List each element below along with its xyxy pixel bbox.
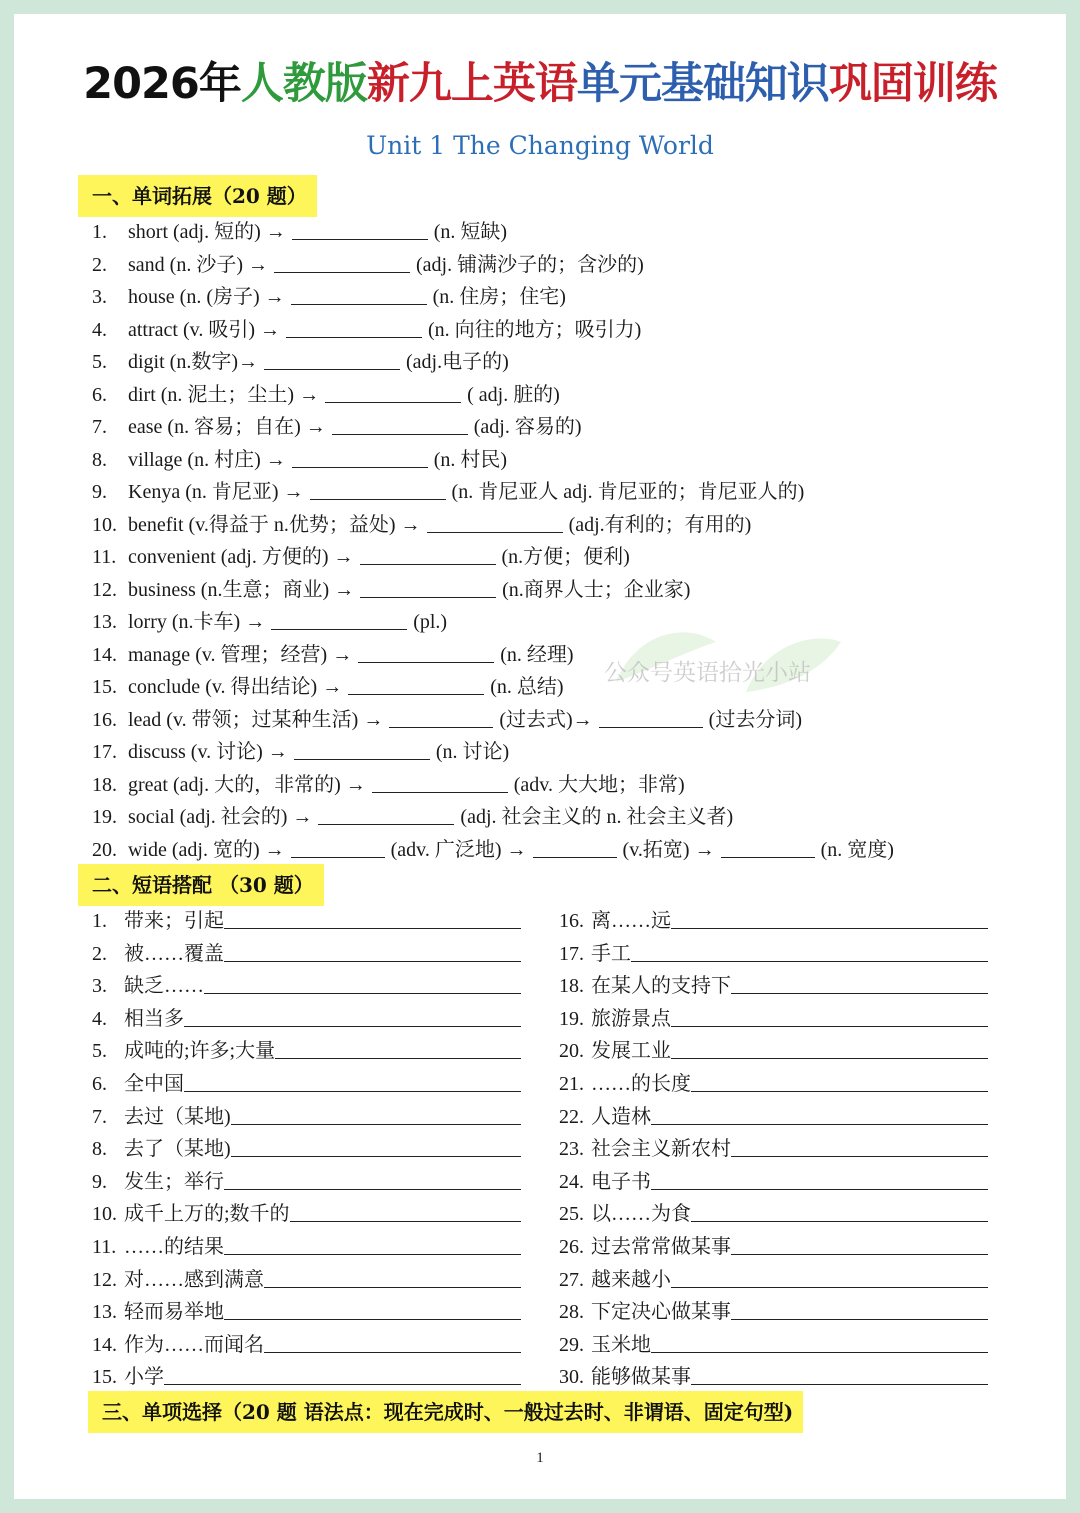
- word-item: [92, 769, 685, 801]
- phrase-text: 以……为食: [591, 1203, 691, 1226]
- answer-line[interactable]: [224, 1297, 521, 1320]
- item-number: 17.: [92, 741, 117, 763]
- phrase-item: [559, 1133, 988, 1165]
- answer-blank[interactable]: [325, 380, 461, 403]
- phrase-item: [92, 1296, 521, 1328]
- title-part: 2026年: [83, 59, 241, 109]
- answer-line[interactable]: [731, 1297, 988, 1320]
- word-item: [92, 801, 733, 833]
- answer-blank[interactable]: [292, 217, 428, 240]
- answer-blank[interactable]: [360, 575, 496, 598]
- phrase-text: 带来；引起: [124, 910, 224, 932]
- phrase-text: ……的长度: [591, 1073, 691, 1095]
- answer-blank[interactable]: [599, 705, 703, 728]
- item-text: (n. 总结): [490, 676, 564, 698]
- item-number: 2.: [92, 253, 107, 276]
- phrase-text: 去过（某地): [124, 1105, 231, 1128]
- item-number: 2.: [92, 942, 107, 965]
- item-text: attract (v. 吸引) →: [128, 318, 280, 341]
- phrase-text: 社会主义新农村: [591, 1138, 731, 1161]
- phrase-item: [559, 1003, 988, 1035]
- item-text: (n. 宽度): [820, 838, 894, 861]
- phrase-item: [92, 1231, 521, 1263]
- item-text: (adj. 铺满沙子的；含沙的): [415, 253, 644, 276]
- word-item: [92, 216, 507, 248]
- answer-blank[interactable]: [389, 705, 493, 728]
- unit-subtitle: Unit 1 The Changing World: [366, 131, 714, 160]
- answer-line[interactable]: [224, 1232, 521, 1255]
- item-number: 1.: [92, 910, 107, 932]
- answer-line[interactable]: [290, 1199, 521, 1222]
- item-number: 16.: [92, 708, 117, 731]
- word-item: [92, 736, 509, 768]
- phrase-text: 轻而易举地: [124, 1301, 224, 1324]
- item-number: 1.: [92, 221, 107, 243]
- answer-line[interactable]: [671, 1036, 988, 1059]
- item-number: 9.: [92, 481, 107, 503]
- answer-blank[interactable]: [318, 802, 454, 825]
- word-item: [92, 671, 564, 703]
- answer-line[interactable]: [204, 971, 521, 994]
- phrase-text: 手工: [591, 942, 631, 965]
- item-number: 10.: [92, 513, 117, 536]
- item-number: 12.: [92, 1268, 117, 1291]
- phrase-item: [92, 905, 521, 937]
- item-number: 11.: [92, 546, 117, 568]
- title-part: 新九上: [366, 59, 493, 109]
- item-text: short (adj. 短的) →: [128, 221, 286, 243]
- phrase-item: [92, 1198, 521, 1230]
- item-number: 7.: [92, 416, 107, 438]
- answer-blank[interactable]: [427, 510, 563, 533]
- item-number: 3.: [92, 286, 107, 308]
- title-part: 英语: [492, 59, 577, 109]
- phrase-text: 越来越小: [591, 1268, 671, 1291]
- item-text: great (adj. 大的，非常的) →: [128, 773, 366, 796]
- item-number: 16.: [559, 910, 584, 932]
- item-number: 15.: [92, 676, 117, 698]
- answer-line[interactable]: [184, 1069, 521, 1092]
- answer-blank[interactable]: [291, 282, 427, 305]
- item-number: 11.: [92, 1236, 117, 1258]
- answer-line[interactable]: [224, 939, 521, 962]
- item-number: 26.: [559, 1236, 584, 1258]
- item-number: 27.: [559, 1268, 584, 1291]
- phrase-text: 玉米地: [591, 1333, 651, 1356]
- word-item: [92, 704, 802, 736]
- phrase-item: [559, 1264, 988, 1296]
- word-item: [92, 574, 690, 606]
- answer-blank[interactable]: [310, 477, 446, 500]
- item-text: business (n.生意；商业) →: [128, 578, 355, 601]
- item-number: 19.: [559, 1007, 584, 1030]
- item-text: house (n. (房子) →: [128, 286, 285, 308]
- answer-line[interactable]: [231, 1102, 521, 1125]
- item-text: convenient (adj. 方便的) →: [128, 546, 354, 568]
- phrase-item: [92, 970, 521, 1002]
- item-number: 13.: [92, 611, 117, 633]
- phrase-text: 缺乏……: [124, 975, 204, 998]
- answer-blank[interactable]: [358, 640, 494, 663]
- title-part: 单元基础知识: [576, 59, 829, 109]
- phrase-item: [92, 1264, 521, 1296]
- phrase-item: [559, 1068, 988, 1100]
- word-item: [92, 834, 894, 866]
- phrase-item: [559, 1035, 988, 1067]
- item-number: 4.: [92, 1007, 107, 1030]
- item-text: (v.拓宽) →: [622, 838, 715, 861]
- item-number: 6.: [92, 1073, 107, 1095]
- phrase-item: [559, 938, 988, 970]
- phrase-text: 旅游景点: [591, 1007, 671, 1030]
- section1-heading: 一、单词拓展（20 题）: [78, 175, 317, 217]
- answer-line[interactable]: [691, 1069, 988, 1092]
- item-text: (n. 向往的地方；吸引力): [427, 318, 642, 341]
- answer-line[interactable]: [651, 1330, 988, 1353]
- phrase-item: [92, 1003, 521, 1035]
- answer-line[interactable]: [691, 1362, 988, 1385]
- answer-blank[interactable]: [271, 607, 407, 630]
- answer-line[interactable]: [264, 1330, 521, 1353]
- phrase-text: 过去常常做某事: [591, 1236, 731, 1258]
- item-text: village (n. 村庄) →: [128, 448, 286, 471]
- phrase-item: [92, 1166, 521, 1198]
- title-part: 人教版: [240, 59, 367, 109]
- item-number: 30.: [559, 1366, 584, 1389]
- item-number: 8.: [92, 1138, 107, 1161]
- item-number: 7.: [92, 1105, 107, 1128]
- phrase-text: 离……远: [591, 910, 671, 932]
- item-text: (n. 住房；住宅): [432, 286, 566, 308]
- answer-line[interactable]: [651, 1167, 988, 1190]
- phrase-text: 电子书: [591, 1170, 651, 1193]
- answer-blank[interactable]: [294, 737, 430, 760]
- item-text: ease (n. 容易；自在) →: [128, 416, 326, 438]
- item-number: 5.: [92, 351, 107, 373]
- answer-blank[interactable]: [348, 672, 484, 695]
- word-item: [92, 639, 574, 671]
- item-text: (n.方便；便利): [501, 546, 630, 568]
- answer-line[interactable]: [224, 1167, 521, 1190]
- phrase-text: 对……感到满意: [124, 1268, 264, 1291]
- item-number: 20.: [559, 1040, 584, 1063]
- item-number: 4.: [92, 318, 107, 341]
- item-number: 19.: [92, 806, 117, 828]
- phrase-item: [559, 905, 988, 937]
- page-number: 1: [536, 1450, 544, 1466]
- item-text: dirt (n. 泥土；尘土) →: [128, 383, 320, 406]
- item-number: 10.: [92, 1203, 117, 1226]
- item-number: 5.: [92, 1040, 107, 1063]
- item-text: Kenya (n. 肯尼亚) →: [128, 481, 304, 503]
- phrase-text: 下定决心做某事: [591, 1301, 731, 1324]
- word-item: [92, 606, 447, 638]
- phrase-text: 被……覆盖: [124, 942, 224, 965]
- phrase-item: [559, 1166, 988, 1198]
- answer-blank[interactable]: [274, 250, 410, 273]
- answer-line[interactable]: [264, 1265, 521, 1288]
- phrase-item: [559, 1101, 988, 1133]
- item-number: 25.: [559, 1203, 584, 1226]
- phrase-text: 小学: [124, 1366, 164, 1389]
- item-number: 17.: [559, 942, 584, 965]
- answer-blank[interactable]: [264, 347, 400, 370]
- item-text: social (adj. 社会的) →: [128, 806, 313, 828]
- phrase-item: [92, 1329, 521, 1361]
- phrase-text: 作为……而闻名: [124, 1333, 264, 1356]
- item-number: 29.: [559, 1333, 584, 1356]
- item-number: 6.: [92, 383, 107, 406]
- item-text: sand (n. 沙子) →: [128, 253, 268, 276]
- phrase-text: ……的结果: [124, 1236, 224, 1258]
- word-item: [92, 346, 509, 378]
- phrase-item: [559, 1296, 988, 1328]
- item-text: (adv. 广泛地) →: [390, 838, 527, 861]
- answer-line[interactable]: [164, 1362, 521, 1385]
- answer-blank[interactable]: [721, 835, 815, 858]
- word-item: [92, 314, 641, 346]
- item-text: (n. 村民): [433, 448, 508, 471]
- word-item: [92, 411, 582, 443]
- answer-line[interactable]: [671, 1265, 988, 1288]
- answer-line[interactable]: [275, 1036, 521, 1059]
- item-text: (adj.有利的；有用的): [568, 513, 752, 536]
- phrase-text: 发展工业: [591, 1040, 671, 1063]
- phrase-text: 人造林: [591, 1105, 651, 1128]
- page-title: [0, 50, 1080, 114]
- word-item: [92, 444, 507, 476]
- phrase-text: 去了（某地): [124, 1138, 231, 1161]
- answer-blank[interactable]: [360, 542, 496, 565]
- item-text: (过去分词): [708, 708, 802, 731]
- phrase-text: 成吨的;许多;大量: [124, 1040, 276, 1063]
- item-number: 12.: [92, 578, 117, 601]
- item-number: 22.: [559, 1105, 584, 1128]
- phrase-text: 发生；举行: [124, 1170, 224, 1193]
- item-text: manage (v. 管理；经营) →: [128, 643, 353, 666]
- section2-heading: 二、短语搭配 （30 题）: [78, 864, 324, 906]
- item-text: benefit (v.得益于 n.优势；益处) →: [128, 513, 421, 536]
- word-item: [92, 249, 644, 281]
- phrase-item: [559, 1361, 988, 1393]
- item-text: (n.商界人士；企业家): [502, 578, 691, 601]
- item-number: 3.: [92, 975, 107, 998]
- item-text: (n. 肯尼亚人 adj. 肯尼亚的；肯尼亚人的): [451, 481, 805, 503]
- item-text: (n. 经理): [500, 643, 574, 666]
- phrase-item: [92, 938, 521, 970]
- word-item: [92, 541, 630, 573]
- item-text: lead (v. 带领；过某种生活) →: [128, 708, 384, 731]
- item-number: 18.: [92, 773, 117, 796]
- phrase-text: 成千上万的;数千的: [124, 1203, 290, 1226]
- item-number: 9.: [92, 1170, 107, 1193]
- item-text: (adv. 大大地；非常): [513, 773, 685, 796]
- word-item: [92, 509, 751, 541]
- phrase-item: [92, 1068, 521, 1100]
- item-number: 23.: [559, 1138, 584, 1161]
- phrase-text: 能够做某事: [591, 1366, 691, 1389]
- section3-heading: 三、单项选择（20 题 语法点：现在完成时、一般过去时、非谓语、固定句型): [88, 1391, 803, 1433]
- item-text: (adj. 容易的): [473, 416, 582, 438]
- watermark-text: 公众号英语拾光小站: [604, 660, 811, 686]
- word-item: [92, 476, 804, 508]
- item-text: (n. 短缺): [433, 221, 508, 243]
- phrase-item: [559, 1198, 988, 1230]
- answer-line[interactable]: [731, 1232, 988, 1255]
- item-number: 20.: [92, 838, 117, 861]
- phrase-item: [92, 1133, 521, 1165]
- answer-line[interactable]: [184, 1004, 521, 1027]
- answer-line[interactable]: [731, 971, 988, 994]
- item-number: 21.: [559, 1073, 584, 1095]
- phrase-text: 相当多: [124, 1007, 184, 1030]
- answer-line[interactable]: [651, 1102, 988, 1125]
- item-text: ( adj. 脏的): [467, 383, 560, 406]
- item-number: 13.: [92, 1301, 117, 1324]
- answer-line[interactable]: [731, 1134, 988, 1157]
- item-number: 24.: [559, 1170, 584, 1193]
- item-number: 18.: [559, 975, 584, 998]
- answer-line[interactable]: [671, 906, 988, 929]
- phrase-item: [92, 1361, 521, 1393]
- answer-blank[interactable]: [372, 770, 508, 793]
- answer-blank[interactable]: [291, 835, 385, 858]
- title-part: 巩固训练: [828, 59, 997, 109]
- phrase-item: [92, 1101, 521, 1133]
- item-text: discuss (v. 讨论) →: [128, 741, 288, 763]
- item-number: 14.: [92, 1333, 117, 1356]
- answer-blank[interactable]: [533, 835, 617, 858]
- item-text: lorry (n.卡车) →: [128, 611, 266, 633]
- answer-blank[interactable]: [332, 412, 468, 435]
- answer-line[interactable]: [691, 1199, 988, 1222]
- phrase-item: [559, 970, 988, 1002]
- item-text: (n. 讨论): [435, 741, 510, 763]
- answer-blank[interactable]: [286, 315, 422, 338]
- item-text: (adj.电子的): [406, 351, 509, 373]
- item-number: 14.: [92, 643, 117, 666]
- answer-line[interactable]: [224, 906, 521, 929]
- phrase-item: [559, 1329, 988, 1361]
- phrase-text: 在某人的支持下: [591, 975, 731, 998]
- item-text: (adj. 社会主义的 n. 社会主义者): [460, 806, 734, 828]
- answer-line[interactable]: [231, 1134, 521, 1157]
- item-number: 8.: [92, 448, 107, 471]
- item-text: digit (n.数字)→: [128, 351, 258, 373]
- phrase-text: 全中国: [124, 1073, 184, 1095]
- answer-blank[interactable]: [292, 445, 428, 468]
- word-item: [92, 281, 566, 313]
- word-item: [92, 379, 560, 411]
- answer-line[interactable]: [631, 939, 988, 962]
- item-text: (过去式)→: [499, 708, 593, 731]
- item-number: 28.: [559, 1301, 584, 1324]
- item-number: 15.: [92, 1366, 117, 1389]
- answer-line[interactable]: [671, 1004, 988, 1027]
- phrase-item: [559, 1231, 988, 1263]
- item-text: wide (adj. 宽的) →: [128, 838, 285, 861]
- phrase-item: [92, 1035, 521, 1067]
- item-text: (pl.): [413, 611, 448, 633]
- item-text: conclude (v. 得出结论) →: [128, 676, 343, 698]
